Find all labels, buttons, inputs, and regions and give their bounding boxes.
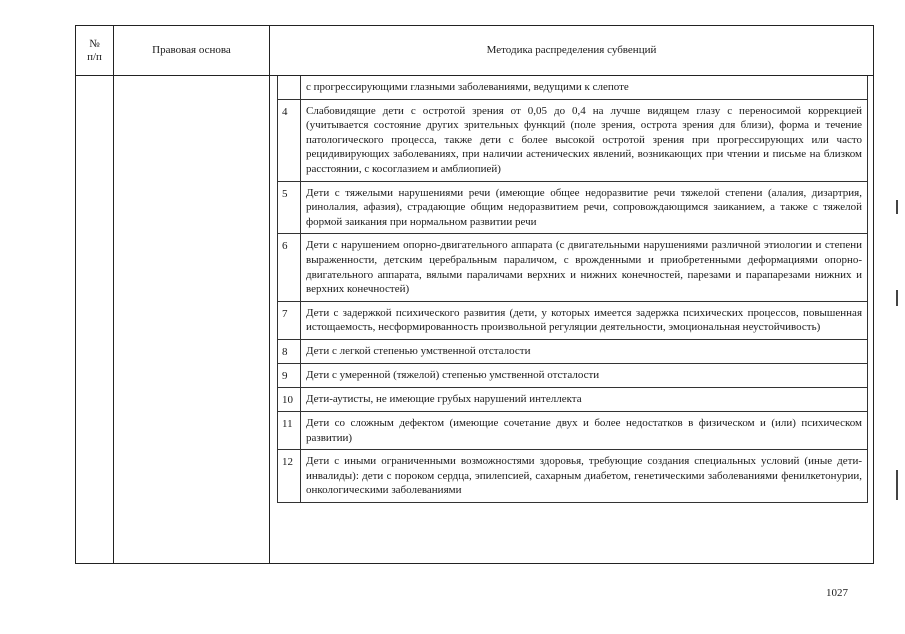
table-row [278, 449, 867, 502]
scan-edge-mark [896, 200, 898, 214]
table-row [278, 76, 867, 99]
row-text: Дети со сложным дефектом (имеющие сочетание двух и более недостатков в физическом и (или) психическом развитии) [306, 416, 862, 444]
row-text: Дети с нарушением опорно-двигательного аппарата (с двигательными нарушениями различной этиологии и степени выраженности, детским церебральным параличом, с врожденными и приобретенными деформациями опорно-двигательного аппарата, вялыми параличами верхних и нижних конечностей, парезами и парапарезами нижних и верхних конечностей) [306, 239, 862, 296]
table-top-border [75, 25, 874, 26]
row-number: 10 [278, 388, 301, 411]
row-text: Дети с тяжелыми нарушениями речи (имеющие общее недоразвитие речи тяжелой степени (алалия, дизартрия, ринолалия, афазия), страдающие общим недоразвитием речи, сопровождающимся заиканием, а также с тяжелой формой заикания при нормальном развитии речи [306, 186, 862, 228]
table-row [278, 181, 867, 234]
table-row [278, 363, 867, 387]
column-divider-basis [269, 25, 270, 564]
page-number: 1027 [826, 587, 848, 599]
table-row [278, 411, 867, 449]
table-row [278, 99, 867, 181]
table-row [278, 387, 867, 411]
table-row [278, 339, 867, 363]
row-text: Дети-аутисты, не имеющие грубых нарушений интеллекта [306, 392, 582, 405]
header-number-label: № п/п [87, 38, 102, 63]
row-number [278, 76, 301, 99]
row-text: Дети с умеренной (тяжелой) степенью умственной отсталости [306, 368, 600, 381]
table-bottom-border [75, 563, 874, 564]
row-number: 4 [278, 100, 301, 181]
row-number: 11 [278, 412, 301, 449]
row-number: 7 [278, 302, 301, 339]
header-method-label: Методика распределения субвенций [486, 44, 657, 56]
table-left-border [75, 25, 76, 564]
row-number: 12 [278, 450, 301, 502]
row-text: Дети с задержкой психического развития (дети, у которых имеется задержка психических процессов, повышенная истощаемость, несформированность произвольной регуляции деятельности, эмоциональная неустойчивость) [306, 306, 862, 334]
row-number: 5 [278, 182, 301, 234]
row-text: Слабовидящие дети с остротой зрения от 0,05 до 0,4 на лучше видящем глазу с переносимой коррекцией (учитывается состояние других зрительных функций (поле зрения, острота зрения для близи), форма и течение патологического процесса, также дети с более высокой остротой зрения при прогрессирующих или часто рецидивирующих заболеваниях, при наличии астенических явлений, возникающих при чтении и письме на близком расстоянии, с косоглазием и амблиопией) [306, 104, 862, 175]
scan-edge-mark [896, 290, 898, 306]
table-right-border [873, 25, 874, 564]
table-row [278, 233, 867, 300]
row-number: 6 [278, 234, 301, 300]
row-text: Дети с иными ограниченными возможностями здоровья, требующие создания специальных условий (иные дети-инвалиды): дети с пороком сердца, эпилепсией, сахарным диабетом, генетическими заболеваниями фенилкетонурии, онкологическими заболеваниями [306, 455, 862, 497]
row-text: Дети с легкой степенью умственной отсталости [306, 344, 531, 357]
header-basis-label: Правовая основа [152, 44, 231, 56]
table-row [278, 301, 867, 339]
row-number: 8 [278, 340, 301, 363]
row-number: 9 [278, 364, 301, 387]
column-divider-number [113, 25, 114, 564]
scan-edge-mark [896, 470, 898, 500]
row-text: с прогрессирующими глазными заболеваниями, ведущими к слепоте [306, 81, 629, 93]
categories-table [277, 76, 868, 503]
